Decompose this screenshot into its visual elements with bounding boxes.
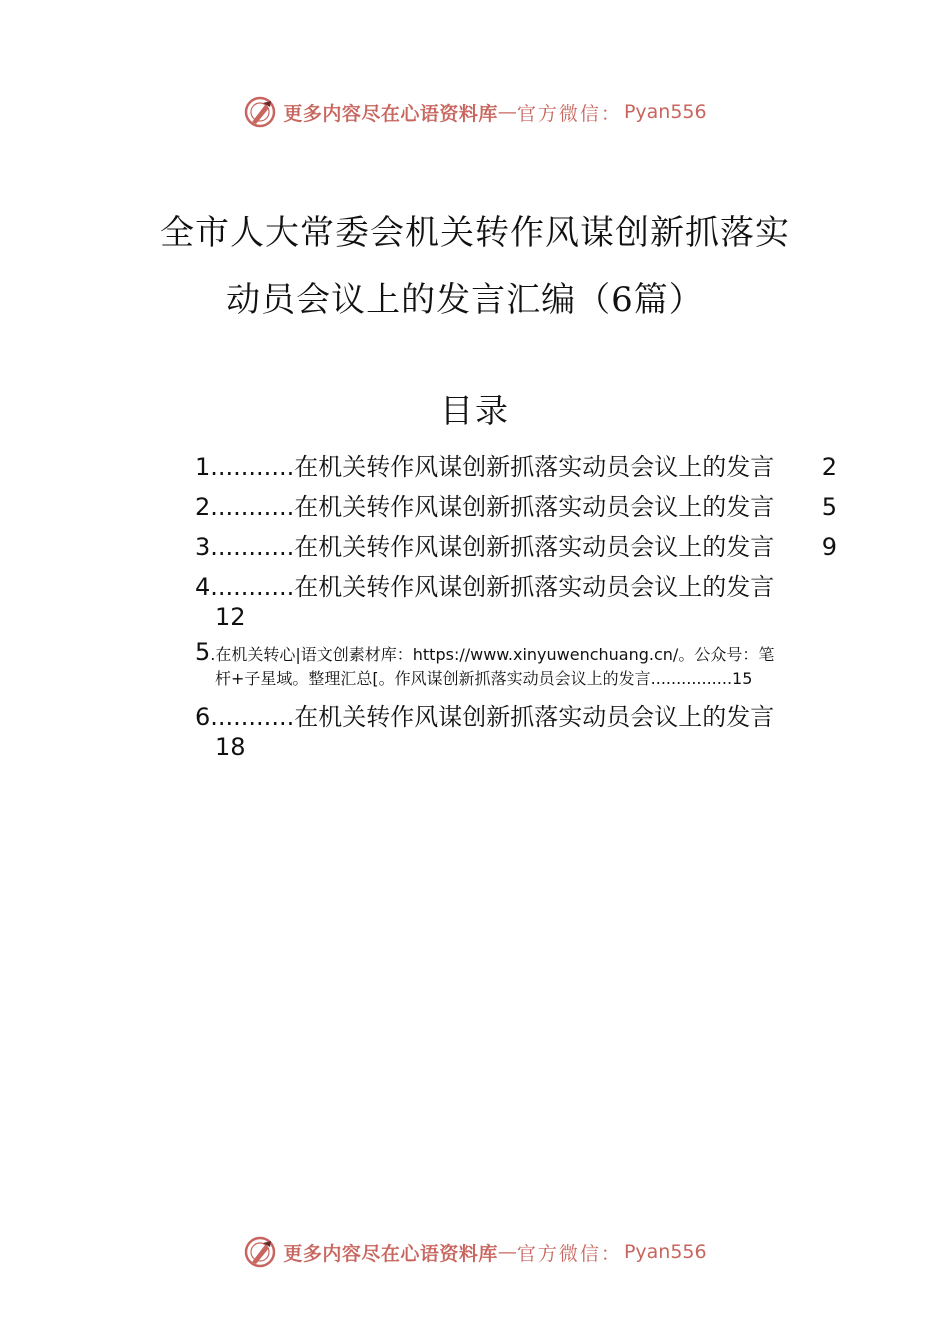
toc-entry-page: 12 xyxy=(215,603,246,631)
toc-entry-number: 2 xyxy=(195,493,211,521)
banner-title: 更多内容尽在心语资料库 xyxy=(283,102,498,125)
banner-label: 官方微信： xyxy=(516,102,622,125)
toc-entry-leader: ........... xyxy=(210,573,295,601)
toc-entry-leader: ........... xyxy=(210,703,295,731)
toc-entry-4[interactable] xyxy=(195,572,845,640)
pen-logo-icon xyxy=(243,95,277,129)
toc-heading: 目录 xyxy=(440,391,510,430)
toc-entry-title: 在机关转作风谋创新抓落实动员会议上的发言 xyxy=(294,453,775,481)
footer-banner xyxy=(0,1232,950,1272)
toc-entry-3[interactable] xyxy=(195,532,845,572)
toc-entry-2[interactable] xyxy=(195,492,845,532)
toc-entry-title: 在机关转作风谋创新抓落实动员会议上的发言 xyxy=(294,703,775,731)
toc-entry-page: 2 xyxy=(821,453,837,481)
toc-entry-title: 在机关转作风谋创新抓落实动员会议上的发言 xyxy=(294,493,775,521)
document-title-line-1: 全市人大常委会机关转作风谋创新抓落实 xyxy=(160,213,790,253)
banner-wechat-id: Pyan556 xyxy=(623,101,707,123)
banner-dash: — xyxy=(497,1241,517,1263)
toc-entry-number: 6 xyxy=(195,703,211,731)
toc-entry-page: 5 xyxy=(821,493,837,521)
toc-entry-1[interactable] xyxy=(195,452,845,492)
toc-entry-title: 在机关转作风谋创新抓落实动员会议上的发言 xyxy=(294,533,775,561)
banner-label: 官方微信： xyxy=(516,1242,622,1265)
banner-dash: — xyxy=(497,101,517,123)
toc-entry-6[interactable] xyxy=(195,702,845,772)
toc-entry-number: 3 xyxy=(195,533,211,561)
table-of-contents xyxy=(195,452,845,772)
toc-entry-leader: ........... xyxy=(210,533,295,561)
banner-wechat-id: Pyan556 xyxy=(623,1241,707,1263)
pen-logo-icon xyxy=(243,1235,277,1269)
toc-entry-title-line-2: 杆+子星域。整理汇总[。作风谋创新抓落实动员会议上的发言................15 xyxy=(215,669,753,688)
toc-entry-number: 5 xyxy=(195,638,211,666)
toc-entry-page: 9 xyxy=(821,533,837,561)
toc-entry-number: 4 xyxy=(195,573,211,601)
toc-entry-page: 18 xyxy=(215,733,246,761)
header-banner xyxy=(0,92,950,132)
toc-entry-number: 1 xyxy=(195,453,211,481)
banner-title: 更多内容尽在心语资料库 xyxy=(283,1242,498,1265)
toc-entry-title: 在机关转作风谋创新抓落实动员会议上的发言 xyxy=(294,573,775,601)
toc-entry-title-line-1: .在机关转心|语文创素材库：https://www.xinyuwenchuang.cn/。公众号：笔 xyxy=(210,645,775,664)
toc-entry-leader: ........... xyxy=(210,493,295,521)
document-title-line-2: 动员会议上的发言汇编（6篇） xyxy=(226,280,704,320)
toc-entry-5[interactable] xyxy=(195,640,845,702)
toc-entry-leader: ........... xyxy=(210,453,295,481)
